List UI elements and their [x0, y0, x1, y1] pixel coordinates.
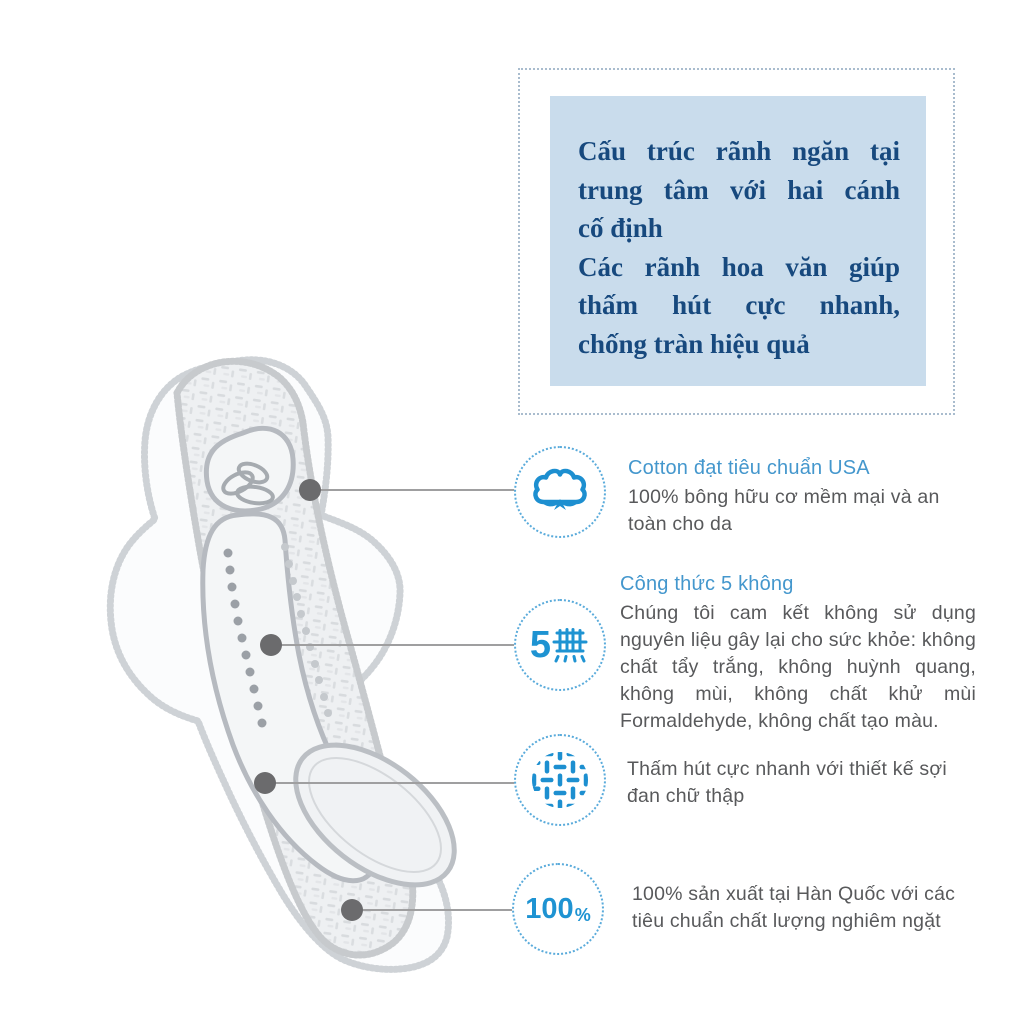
connector-dot-3: [254, 772, 276, 794]
info-line: thấm hút cực nhanh,: [578, 290, 900, 320]
info-box-frame: [518, 68, 955, 415]
callout-title: Công thức 5 không: [620, 573, 794, 595]
percent-feature-circle: [512, 863, 604, 955]
connector-line-3: [265, 782, 516, 784]
connector-dot-1: [299, 479, 321, 501]
info-box: [550, 96, 926, 386]
weave-feature-circle: [514, 734, 606, 826]
five-free-number: 5: [529, 624, 551, 666]
info-line: Các rãnh hoa văn giúp: [578, 251, 900, 282]
percent-number: 100: [525, 892, 574, 925]
info-paragraph-2: [578, 248, 900, 364]
connector-line-2: [271, 644, 518, 646]
connector-line-4: [352, 909, 516, 911]
wu-none-character-icon: [550, 625, 590, 665]
callout-body: 100% sản xuất tại Hàn Quốc với các tiêu chuẩn chất lượng nghiêm ngặt: [632, 883, 956, 932]
callout-five-free: [620, 571, 976, 735]
cotton-feature-circle: [514, 446, 606, 538]
cotton-icon: [532, 468, 588, 516]
callout-origin: [632, 881, 970, 935]
connector-line-1: [310, 489, 518, 491]
callout-cotton: [628, 455, 940, 538]
connector-dot-2: [260, 634, 282, 656]
five-free-circle: [514, 599, 606, 691]
info-line: cố định: [578, 213, 663, 243]
five-free-badge: [530, 625, 590, 665]
callout-body: Thấm hút cực nhanh với thiết kế sợi đan chữ thập: [627, 758, 947, 807]
callout-title: Cotton đạt tiêu chuẩn USA: [628, 457, 870, 479]
pad-illustration: [95, 345, 495, 985]
info-paragraph-1: [578, 132, 900, 248]
callout-weave: [627, 756, 967, 810]
weave-icon: [529, 749, 591, 811]
callout-body: Chúng tôi cam kết không sử dụng nguyên liệu gây lại cho sức khỏe: không chất tẩy trắng, không huỳnh quang, không mùi, không chất khử mùi Formaldehyde, không chất tạo màu.: [620, 602, 976, 732]
percent-sign: %: [574, 904, 591, 925]
callout-body: 100% bông hữu cơ mềm mại và an toàn cho da: [628, 486, 940, 535]
info-line: chống tràn hiệu quả: [578, 328, 810, 359]
connector-dot-4: [341, 899, 363, 921]
info-line: trung tâm với hai cánh: [578, 174, 900, 205]
info-line: Cấu trúc rãnh ngăn tại: [578, 136, 900, 166]
percent-badge: [525, 892, 591, 925]
